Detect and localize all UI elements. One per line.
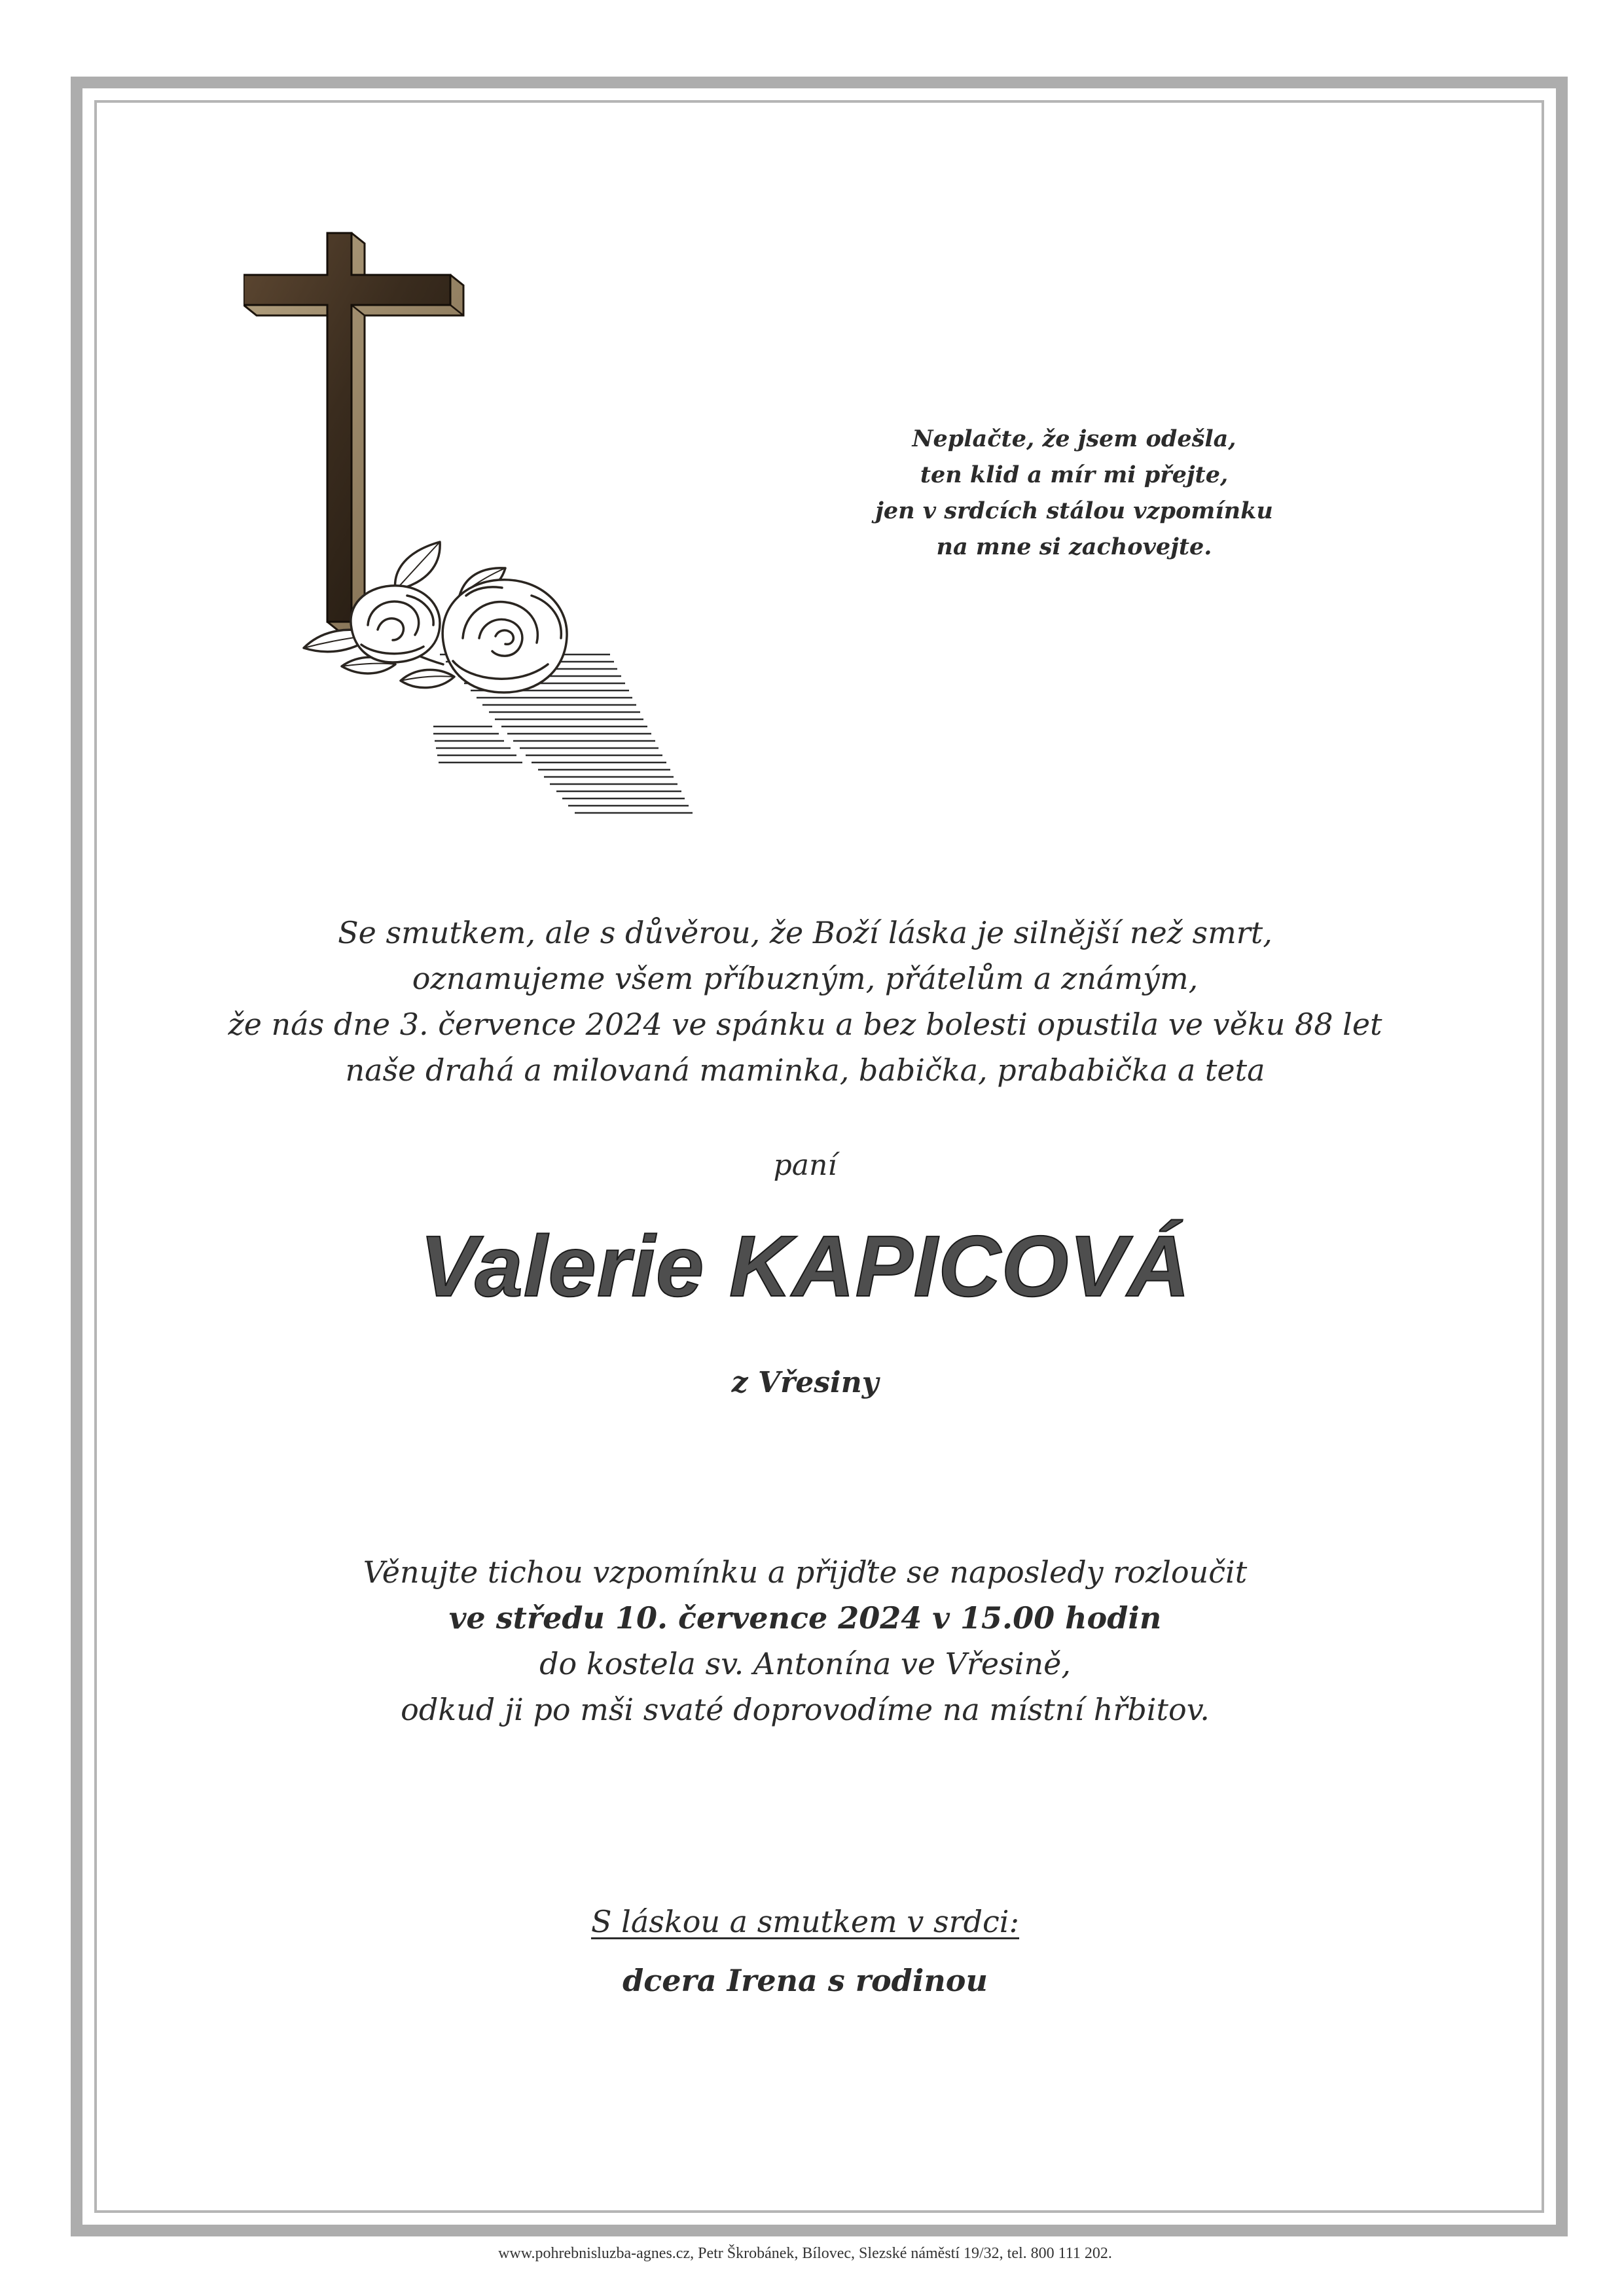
signature: dcera Irena s rodinou bbox=[623, 1963, 988, 1998]
funeral-line: Věnujte tichou vzpomínku a přijďte se naposledy rozloučit bbox=[363, 1554, 1248, 1590]
honorific: paní bbox=[773, 1149, 837, 1182]
poem-line: jen v srdcích stálou vzpomínku bbox=[875, 497, 1273, 524]
closing-heading: S láskou a smutkem v srdci: bbox=[590, 1904, 1020, 1939]
announcement-line: oznamujeme všem příbuzným, přátelům a známým, bbox=[412, 961, 1199, 996]
funeral-line: do kostela sv. Antonína ve Vřesině, bbox=[539, 1646, 1071, 1681]
rose-bloom-small bbox=[351, 586, 440, 662]
announcement-line: naše drahá a milovaná maminka, babička, prababička a teta bbox=[345, 1052, 1265, 1088]
poem-line: na mne si zachovejte. bbox=[936, 533, 1212, 560]
announcement bbox=[85, 910, 1525, 1093]
funeral-details bbox=[85, 1549, 1525, 1732]
poem bbox=[812, 421, 1336, 565]
announcement-line: že nás dne 3. července 2024 ve spánku a bez bolesti opustila ve věku 88 let bbox=[228, 1007, 1382, 1042]
deceased-name: Valerie KAPICOVÁ bbox=[420, 1218, 1191, 1314]
footer-text: www.pohrebnisluzba-agnes.cz, Petr Škrobánek, Bílovec, Slezské náměstí 19/32, tel. 800 111 202. bbox=[498, 2245, 1112, 2262]
cross-with-roses-icon bbox=[244, 229, 702, 825]
funeral-line: odkud ji po mši svaté doprovodíme na místní hřbitov. bbox=[401, 1692, 1210, 1727]
funeral-date-time: ve středu 10. července 2024 v 15.00 hodin bbox=[448, 1600, 1162, 1636]
announcement-line: Se smutkem, ale s důvěrou, že Boží láska je silnější než smrt, bbox=[338, 915, 1272, 950]
poem-line: ten klid a mír mi přejte, bbox=[920, 461, 1229, 488]
rose-bloom-large bbox=[442, 580, 567, 692]
poem-line: Neplačte, že jsem odešla, bbox=[912, 425, 1236, 452]
deceased-origin: z Vřesiny bbox=[731, 1366, 879, 1399]
